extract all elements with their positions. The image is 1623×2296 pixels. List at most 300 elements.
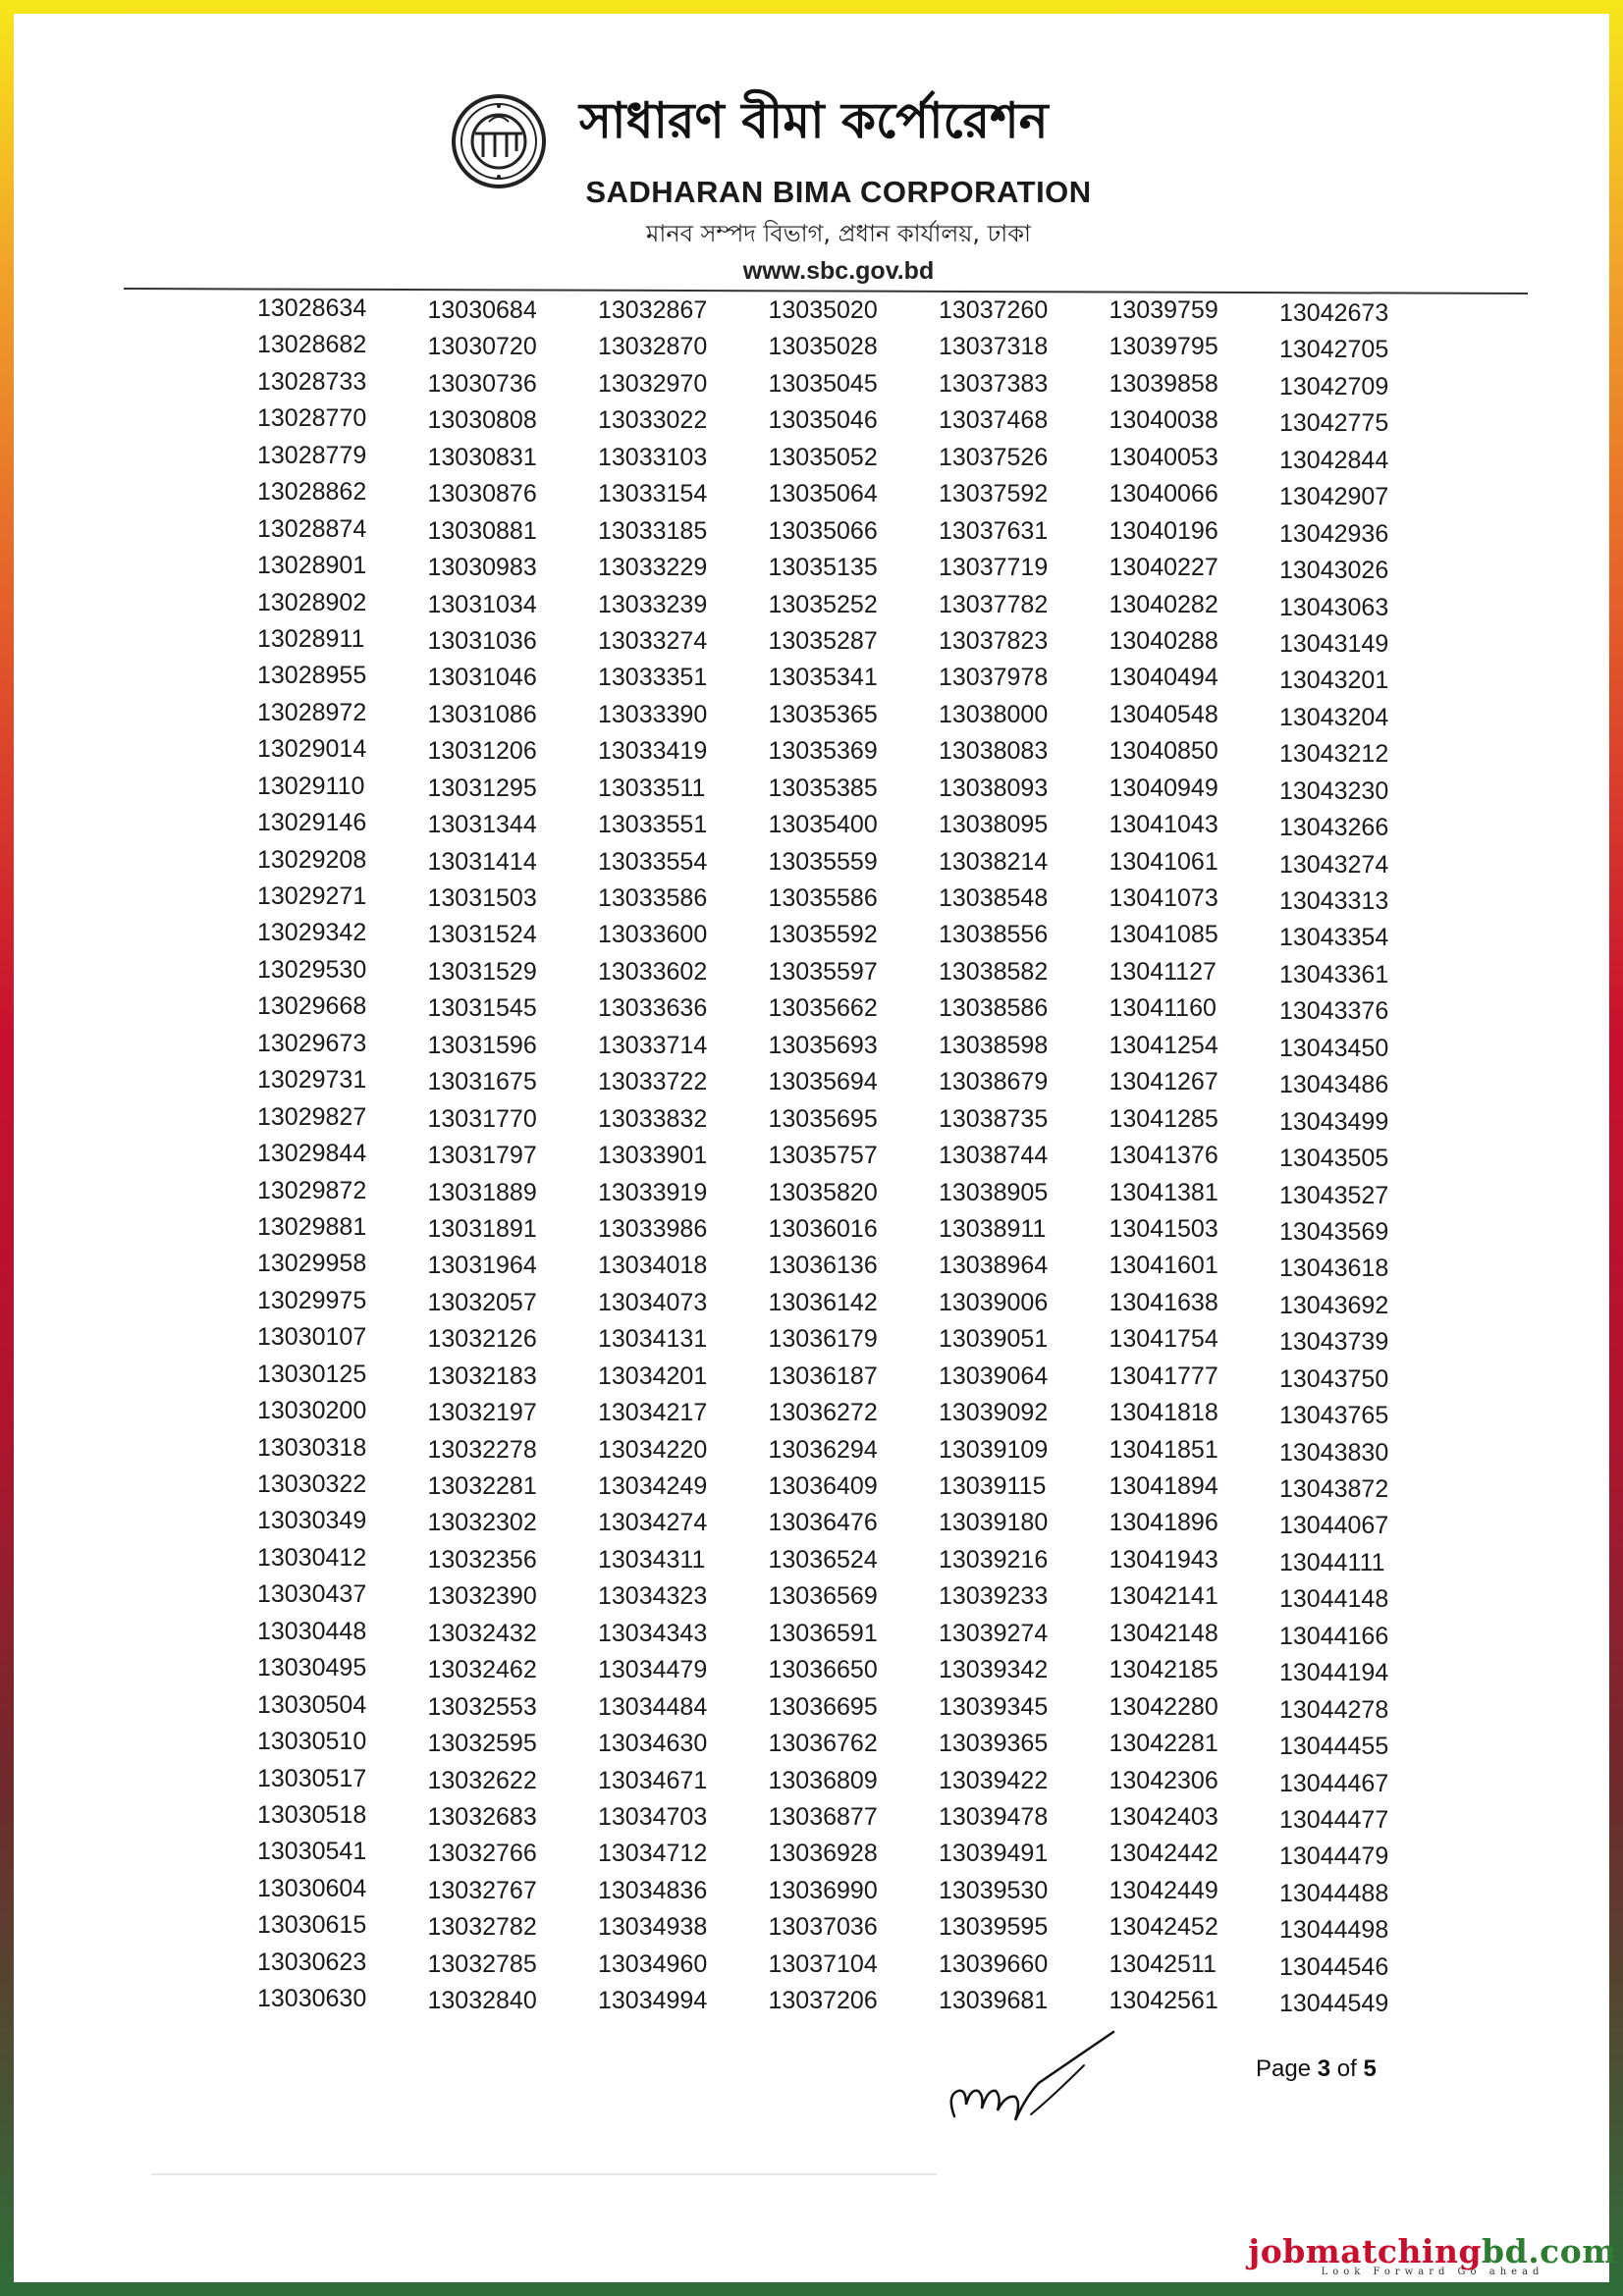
roll-number: 13034217	[598, 1399, 708, 1427]
roll-number: 13036409	[768, 1472, 878, 1500]
roll-number: 13040494	[1109, 664, 1218, 692]
roll-number: 13032970	[598, 369, 708, 398]
roll-number: 13030541	[257, 1838, 367, 1866]
roll-number: 13037631	[939, 516, 1049, 545]
roll-number: 13040548	[1109, 700, 1218, 728]
roll-number: 13029872	[257, 1176, 367, 1204]
roll-number: 13030615	[257, 1911, 367, 1940]
roll-number: 13030831	[427, 443, 537, 471]
roll-number: 13034712	[598, 1840, 708, 1868]
roll-number: 13043569	[1279, 1217, 1389, 1246]
roll-number: 13037104	[768, 1949, 878, 1978]
roll-number: 13042907	[1279, 483, 1389, 511]
roll-number: 13036695	[768, 1692, 878, 1721]
roll-number: 13033714	[598, 1031, 708, 1059]
roll-number: 13031770	[427, 1104, 537, 1133]
roll-number: 13033722	[598, 1068, 708, 1096]
roll-number: 13040850	[1109, 737, 1218, 766]
roll-number: 13032356	[427, 1545, 537, 1574]
roll-number: 13042844	[1279, 446, 1389, 474]
roll-number: 13033022	[598, 406, 708, 435]
roll-number: 13034323	[598, 1582, 708, 1611]
roll-number: 13036179	[768, 1325, 878, 1354]
roll-number: 13028911	[257, 624, 365, 653]
roll-number: 13030200	[257, 1397, 367, 1425]
roll-number: 13042705	[1279, 336, 1389, 364]
roll-number: 13032785	[427, 1949, 537, 1978]
roll-number: 13036809	[768, 1766, 878, 1794]
roll-number: 13035559	[768, 847, 878, 876]
roll-number: 13034343	[598, 1619, 708, 1647]
roll-number: 13039064	[939, 1362, 1049, 1390]
roll-number: 13035252	[768, 590, 878, 618]
roll-number: 13044166	[1279, 1622, 1389, 1650]
roll-number: 13032302	[427, 1509, 537, 1537]
roll-number: 13044455	[1279, 1733, 1389, 1761]
letterhead	[14, 14, 1609, 308]
roll-number: 13043230	[1279, 776, 1389, 805]
page-total: 5	[1363, 2056, 1377, 2082]
roll-number: 13039660	[939, 1949, 1049, 1978]
roll-number: 13031344	[427, 811, 537, 839]
roll-number: 13039681	[939, 1987, 1049, 2015]
roll-number: 13038214	[939, 847, 1049, 876]
roll-number: 13034479	[598, 1656, 708, 1684]
roll-number: 13039530	[939, 1876, 1049, 1904]
roll-number: 13043313	[1279, 887, 1389, 915]
roll-number: 13028902	[257, 588, 367, 616]
roll-number: 13029146	[257, 809, 367, 837]
roll-number: 13029271	[257, 882, 367, 910]
roll-number: 13033185	[598, 516, 708, 545]
roll-number: 13042280	[1109, 1692, 1218, 1721]
roll-number: 13038735	[939, 1104, 1049, 1133]
roll-number: 13032553	[427, 1692, 537, 1721]
roll-number: 13038582	[939, 957, 1049, 986]
roll-number: 13034630	[598, 1730, 708, 1758]
roll-number: 13041601	[1109, 1252, 1218, 1280]
roll-number: 13033154	[598, 480, 708, 508]
roll-number: 13037526	[939, 443, 1049, 471]
roll-number: 13042185	[1109, 1656, 1218, 1684]
roll-number: 13033551	[598, 811, 708, 839]
roll-number: 13035369	[768, 737, 878, 766]
roll-number: 13033239	[598, 590, 708, 618]
roll-number: 13031414	[427, 847, 537, 876]
roll-number: 13029844	[257, 1140, 367, 1168]
roll-number: 13032278	[427, 1435, 537, 1464]
roll-number: 13039365	[939, 1730, 1049, 1758]
roll-number: 13035045	[768, 369, 878, 398]
roll-number: 13028874	[257, 514, 367, 543]
roll-number: 13043361	[1279, 960, 1389, 988]
roll-number: 13044546	[1279, 1952, 1389, 1981]
roll-number: 13028634	[257, 294, 367, 322]
roll-number: 13035385	[768, 774, 878, 802]
roll-number: 13037468	[939, 406, 1049, 435]
roll-number: 13030322	[257, 1470, 367, 1498]
roll-number: 13044467	[1279, 1769, 1389, 1797]
roll-number: 13044111	[1279, 1548, 1385, 1576]
roll-number: 13031675	[427, 1068, 537, 1096]
roll-number: 13031524	[427, 921, 537, 949]
roll-number: 13037260	[939, 296, 1049, 324]
website-link[interactable]: www.sbc.gov.bd	[742, 257, 935, 285]
roll-number: 13029668	[257, 992, 367, 1021]
roll-number: 13034249	[598, 1472, 708, 1500]
title-english: SADHARAN BIMA CORPORATION	[585, 175, 1092, 209]
roll-number: 13033586	[598, 884, 708, 912]
roll-number: 13043149	[1279, 629, 1389, 658]
roll-number: 13036187	[768, 1362, 878, 1390]
page-mid: of	[1330, 2056, 1364, 2082]
roll-column	[257, 293, 428, 2040]
roll-column	[428, 293, 599, 2040]
roll-number: 13031046	[427, 664, 537, 692]
roll-number: 13030448	[257, 1617, 367, 1645]
roll-number: 13029014	[257, 735, 367, 764]
roll-number: 13032390	[427, 1582, 537, 1611]
roll-number: 13031964	[427, 1252, 537, 1280]
roll-number: 13038000	[939, 700, 1049, 728]
roll-number: 13034220	[598, 1435, 708, 1464]
roll-number: 13029673	[257, 1029, 367, 1057]
roll-number: 13032622	[427, 1766, 537, 1794]
roll-number: 13029342	[257, 919, 367, 947]
roll-number: 13038548	[939, 884, 1049, 912]
roll-number: 13030510	[257, 1728, 367, 1756]
roll-number: 13041061	[1109, 847, 1218, 876]
roll-number: 13032595	[427, 1730, 537, 1758]
roll-number: 13042673	[1279, 299, 1389, 327]
roll-number: 13041851	[1109, 1435, 1218, 1464]
roll-number: 13038744	[939, 1142, 1049, 1170]
roll-number: 13040053	[1109, 443, 1218, 471]
roll-number: 13039115	[939, 1472, 1047, 1500]
roll-number: 13042403	[1109, 1802, 1218, 1831]
roll-number: 13038679	[939, 1068, 1049, 1096]
roll-number: 13035694	[768, 1068, 878, 1096]
roll-number: 13030720	[427, 333, 537, 361]
roll-number: 13039274	[939, 1619, 1049, 1647]
roll-number: 13031891	[427, 1214, 537, 1243]
roll-number: 13031545	[427, 994, 537, 1023]
roll-number: 13031295	[427, 774, 537, 802]
handwritten-signature	[937, 2026, 1143, 2134]
roll-number: 13034938	[598, 1913, 708, 1942]
roll-number: 13039595	[939, 1913, 1049, 1942]
roll-number: 13037782	[939, 590, 1049, 618]
roll-number: 13041267	[1109, 1068, 1218, 1096]
roll-number: 13043505	[1279, 1145, 1389, 1173]
roll-number: 13036569	[768, 1582, 878, 1611]
roll-number: 13030437	[257, 1580, 367, 1609]
roll-number: 13043692	[1279, 1291, 1389, 1319]
roll-number: 13035341	[768, 664, 878, 692]
roll-number: 13034131	[598, 1325, 708, 1354]
roll-number: 13043499	[1279, 1107, 1389, 1136]
roll-number: 13042709	[1279, 372, 1389, 400]
roll-number: 13042442	[1109, 1840, 1218, 1868]
roll-number: 13031889	[427, 1178, 537, 1206]
roll-number: 13035046	[768, 406, 878, 435]
page-number	[1256, 2056, 1377, 2083]
roll-number: 13043201	[1279, 667, 1389, 695]
roll-number: 13039759	[1109, 296, 1218, 324]
roll-number: 13039858	[1109, 369, 1218, 398]
roll-number: 13030876	[427, 480, 537, 508]
roll-number: 13030881	[427, 516, 537, 545]
roll-number: 13032057	[427, 1288, 537, 1316]
roll-number: 13032782	[427, 1913, 537, 1942]
roll-number: 13030495	[257, 1654, 367, 1682]
roll-number: 13033554	[598, 847, 708, 876]
roll-number: 13036142	[768, 1288, 878, 1316]
title-bengali: সাধারণ বীমা কর্পোরেশন	[579, 92, 1049, 149]
roll-number: 13041285	[1109, 1104, 1218, 1133]
roll-number: 13036294	[768, 1435, 878, 1464]
roll-number: 13041896	[1109, 1509, 1218, 1537]
roll-number: 13034960	[598, 1949, 708, 1978]
roll-number: 13033390	[598, 700, 708, 728]
roll-number: 13033986	[598, 1214, 708, 1243]
roll-number: 13042936	[1279, 519, 1389, 548]
roll-number: 13041043	[1109, 811, 1218, 839]
roll-number: 13034703	[598, 1802, 708, 1831]
roll-number: 13035757	[768, 1142, 878, 1170]
roll-number: 13043739	[1279, 1328, 1389, 1357]
roll-number: 13036591	[768, 1619, 878, 1647]
roll-number: 13042306	[1109, 1766, 1218, 1794]
roll-number: 13030518	[257, 1800, 367, 1829]
roll-number: 13035400	[768, 811, 878, 839]
roll-number: 13037592	[939, 480, 1049, 508]
roll-number: 13044488	[1279, 1879, 1389, 1907]
roll-number: 13033351	[598, 664, 708, 692]
roll-number: 13032183	[427, 1362, 537, 1390]
roll-number: 13028955	[257, 662, 367, 690]
roll-number: 13041254	[1109, 1031, 1218, 1059]
roll-number: 13041777	[1109, 1362, 1218, 1390]
roll-number: 13036016	[768, 1214, 878, 1243]
roll-number: 13039345	[939, 1692, 1049, 1721]
roll-number: 13028770	[257, 404, 367, 433]
roll-number: 13032767	[427, 1876, 537, 1904]
roll-number: 13041818	[1109, 1399, 1218, 1427]
roll-number: 13033511	[598, 774, 706, 802]
roll-number: 13033832	[598, 1104, 708, 1133]
roll-number: 13041376	[1109, 1142, 1218, 1170]
roll-number: 13039342	[939, 1656, 1049, 1684]
roll-number: 13030517	[257, 1764, 367, 1792]
roll-number: 13039092	[939, 1399, 1049, 1427]
roll-number: 13043750	[1279, 1364, 1389, 1393]
roll-number: 13035820	[768, 1178, 878, 1206]
roll-number: 13030412	[257, 1543, 367, 1572]
roll-number: 13035662	[768, 994, 878, 1023]
roll-number: 13043026	[1279, 557, 1389, 585]
roll-number: 13034484	[598, 1692, 708, 1721]
roll-number: 13038556	[939, 921, 1049, 949]
page-prefix: Page	[1256, 2056, 1318, 2082]
roll-number: 13043212	[1279, 740, 1389, 769]
roll-number-table	[257, 293, 1426, 2040]
roll-number: 13032462	[427, 1656, 537, 1684]
roll-number: 13029881	[257, 1212, 367, 1241]
roll-column	[939, 293, 1109, 2040]
roll-number: 13043872	[1279, 1475, 1389, 1503]
watermark-tagline: Look Forward Go ahead	[1321, 2267, 1544, 2277]
roll-number: 13030318	[257, 1433, 367, 1462]
roll-number: 13039491	[939, 1840, 1049, 1868]
roll-number: 13035693	[768, 1031, 878, 1059]
roll-number: 13039051	[939, 1325, 1049, 1354]
roll-number: 13040282	[1109, 590, 1218, 618]
roll-number: 13043830	[1279, 1438, 1389, 1467]
roll-number: 13042561	[1109, 1987, 1218, 2015]
roll-number: 13033901	[598, 1142, 708, 1170]
roll-number: 13034073	[598, 1288, 708, 1316]
roll-number: 13029975	[257, 1286, 367, 1314]
roll-number: 13044067	[1279, 1512, 1389, 1540]
roll-number: 13040227	[1109, 554, 1218, 582]
subtitle-bengali: মানব সম্পদ বিভাগ, প্রধান কার্যালয়, ঢাকা	[646, 220, 1031, 247]
roll-number: 13044479	[1279, 1842, 1389, 1871]
roll-number: 13034671	[598, 1766, 708, 1794]
roll-number: 13035020	[768, 296, 878, 324]
roll-number: 13033602	[598, 957, 708, 986]
roll-number: 13038586	[939, 994, 1049, 1023]
roll-number: 13036650	[768, 1656, 878, 1684]
roll-number: 13043527	[1279, 1181, 1389, 1209]
roll-number: 13031036	[427, 626, 537, 655]
roll-number: 13030983	[427, 554, 537, 582]
roll-number: 13039795	[1109, 333, 1218, 361]
roll-number: 13041085	[1109, 921, 1218, 949]
roll-number: 13036136	[768, 1252, 878, 1280]
roll-number: 13039478	[939, 1802, 1049, 1831]
roll-number: 13032126	[427, 1325, 537, 1354]
roll-number: 13041754	[1109, 1325, 1218, 1354]
roll-number: 13028901	[257, 552, 367, 580]
roll-number: 13031086	[427, 700, 537, 728]
roll-number: 13035052	[768, 443, 878, 471]
roll-number: 13043618	[1279, 1255, 1389, 1283]
roll-number: 13044148	[1279, 1585, 1389, 1614]
roll-number: 13028972	[257, 698, 367, 726]
roll-number: 13033419	[598, 737, 708, 766]
roll-column	[1109, 293, 1280, 2040]
roll-number: 13044498	[1279, 1916, 1389, 1945]
roll-number: 13044477	[1279, 1805, 1389, 1834]
roll-number: 13043204	[1279, 703, 1389, 731]
roll-number: 13043450	[1279, 1034, 1389, 1062]
roll-number: 13034836	[598, 1876, 708, 1904]
roll-number: 13032870	[598, 333, 708, 361]
roll-number: 13037978	[939, 664, 1049, 692]
roll-number: 13028682	[257, 331, 367, 359]
roll-number: 13030604	[257, 1874, 367, 1902]
roll-number: 13033103	[598, 443, 708, 471]
roll-number: 13033919	[598, 1178, 708, 1206]
roll-number: 13041160	[1109, 994, 1217, 1023]
watermark-logo	[1246, 2232, 1619, 2277]
roll-number: 13031797	[427, 1142, 537, 1170]
roll-number: 13041638	[1109, 1288, 1218, 1316]
roll-number: 13041073	[1109, 884, 1218, 912]
roll-number: 13034311	[598, 1545, 706, 1574]
roll-number: 13039233	[939, 1582, 1049, 1611]
roll-number: 13038905	[939, 1178, 1049, 1206]
roll-number: 13042511	[1109, 1949, 1217, 1978]
roll-number: 13038598	[939, 1031, 1049, 1059]
roll-number: 13028862	[257, 478, 367, 507]
roll-number: 13038093	[939, 774, 1049, 802]
roll-number: 13043266	[1279, 814, 1389, 842]
roll-number: 13037823	[939, 626, 1049, 655]
roll-number: 13035695	[768, 1104, 878, 1133]
roll-number: 13041127	[1109, 957, 1217, 986]
roll-number: 13035287	[768, 626, 878, 655]
roll-number: 13034201	[598, 1362, 708, 1390]
roll-number: 13042452	[1109, 1913, 1218, 1942]
roll-number: 13035597	[768, 957, 878, 986]
roll-number: 13031206	[427, 737, 537, 766]
roll-number: 13028733	[257, 367, 367, 396]
roll-number: 13037036	[768, 1913, 878, 1942]
roll-number: 13040038	[1109, 406, 1218, 435]
roll-number: 13036524	[768, 1545, 878, 1574]
page-current: 3	[1317, 2056, 1331, 2082]
roll-number: 13035592	[768, 921, 878, 949]
scan-artifact-line	[151, 2173, 937, 2175]
roll-number: 13034274	[598, 1509, 708, 1537]
roll-number: 13043354	[1279, 924, 1389, 952]
roll-number: 13029110	[257, 772, 365, 800]
roll-number: 13036990	[768, 1876, 878, 1904]
roll-number: 13029530	[257, 955, 367, 984]
roll-number: 13039216	[939, 1545, 1049, 1574]
roll-number: 13030736	[427, 369, 537, 398]
roll-number: 13029958	[257, 1250, 367, 1278]
roll-number: 13044194	[1279, 1659, 1389, 1687]
roll-number: 13035586	[768, 884, 878, 912]
watermark-brand: jobmatchingbd.com	[1248, 2232, 1617, 2270]
roll-number: 13032197	[427, 1399, 537, 1427]
roll-number: 13033600	[598, 921, 708, 949]
roll-number: 13038964	[939, 1252, 1049, 1280]
roll-number: 13034994	[598, 1987, 708, 2015]
roll-number: 13042281	[1109, 1730, 1218, 1758]
roll-number: 13030808	[427, 406, 537, 435]
roll-number: 13033274	[598, 626, 708, 655]
roll-number: 13035365	[768, 700, 878, 728]
roll-number: 13037206	[768, 1987, 878, 2015]
roll-number: 13042141	[1109, 1582, 1218, 1611]
roll-number: 13030349	[257, 1507, 367, 1535]
roll-column	[598, 293, 769, 2040]
roll-number: 13030107	[257, 1323, 367, 1352]
roll-number: 13030504	[257, 1690, 367, 1719]
roll-number: 13029731	[257, 1066, 367, 1095]
roll-number: 13029208	[257, 845, 367, 874]
roll-column	[769, 293, 940, 2040]
corporation-seal-logo	[450, 92, 548, 190]
roll-number: 13035028	[768, 333, 878, 361]
roll-number: 13037383	[939, 369, 1049, 398]
roll-number: 13031503	[427, 884, 537, 912]
roll-number: 13043274	[1279, 850, 1389, 879]
